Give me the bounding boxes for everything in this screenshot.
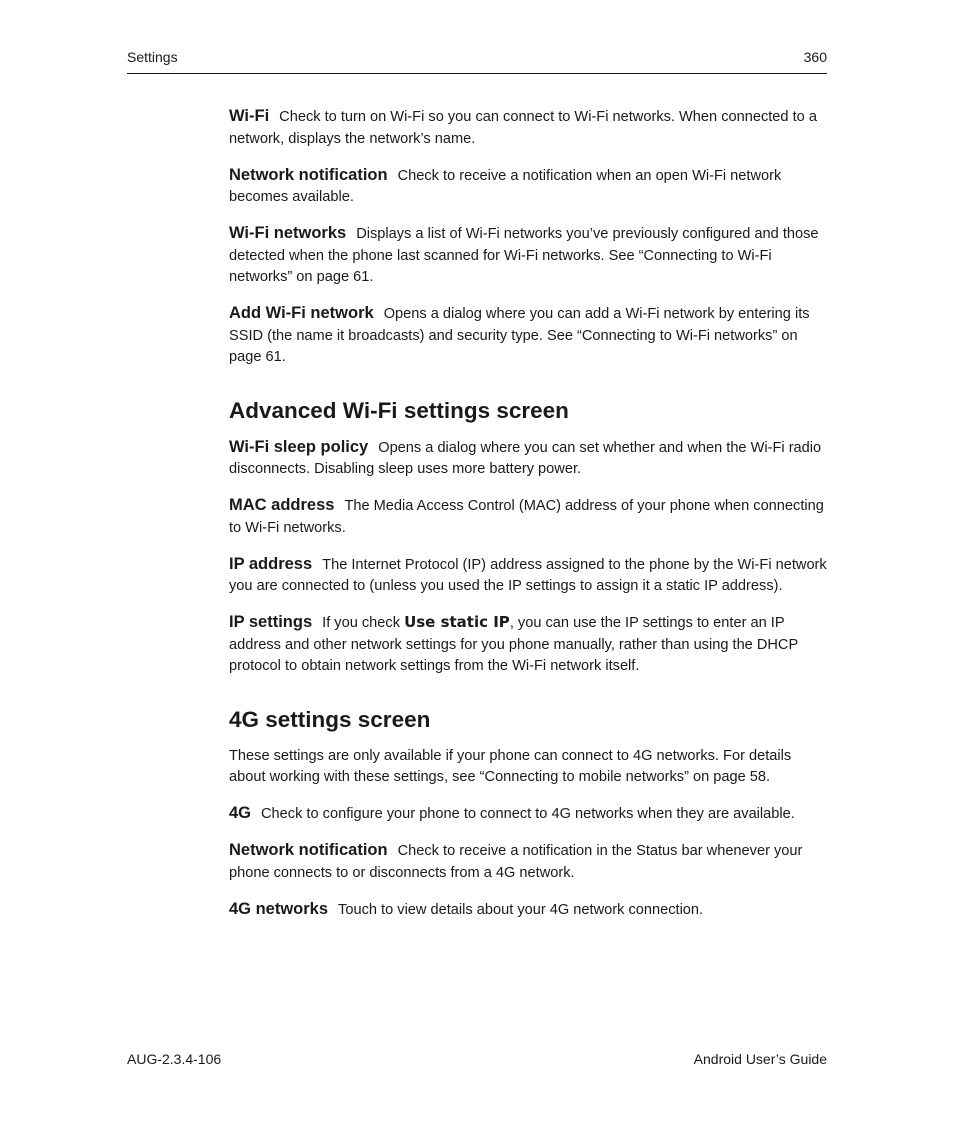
entry-wifi-sleep-policy <box>229 437 827 481</box>
entry-term: Wi-Fi sleep policy <box>229 437 369 456</box>
page-content <box>229 106 827 936</box>
entry-desc: The Media Access Control (MAC) address of your phone when connecting to Wi-Fi networks. <box>229 498 824 536</box>
entry-4g <box>229 803 827 826</box>
entry-term: Network notification <box>229 841 388 859</box>
entry-mac-address <box>229 495 827 539</box>
entry-term: 4G networks <box>229 899 329 918</box>
entry-term: IP settings <box>229 613 313 631</box>
entry-ip-settings <box>229 612 827 678</box>
entry-4g-network-notification <box>229 840 827 884</box>
footer-doc-id: AUG-2.3.4-106 <box>127 1051 222 1067</box>
page-header <box>127 49 827 74</box>
entry-term: MAC address <box>229 496 335 514</box>
entry-desc: Check to receive a notification in the Status bar whenever your phone connects to or disconnects from a 4G network. <box>229 843 803 881</box>
entry-add-wifi-network <box>229 303 827 369</box>
entry-desc: Check to turn on Wi-Fi so you can connect to Wi-Fi networks. When connected to a network, displays the network’s name. <box>229 109 817 147</box>
entry-term: Wi-Fi networks <box>229 224 347 242</box>
header-page-number: 360 <box>803 49 827 65</box>
heading-advanced-wifi: Advanced Wi-Fi settings screen <box>229 397 569 423</box>
entry-desc: The Internet Protocol (IP) address assigned to the phone by the Wi-Fi network you are connected to (unless you used the IP settings to assign it a static IP address). <box>229 556 827 594</box>
footer-title: Android User’s Guide <box>693 1051 827 1067</box>
entry-desc: Opens a dialog where you can add a Wi-Fi network by entering its SSID (the name it broadcasts) and security type. See “Connecting to Wi-Fi networks” on page 61. <box>229 306 810 365</box>
entry-desc-before: If you check <box>322 615 405 631</box>
entry-term: Wi-Fi <box>229 107 270 125</box>
entry-desc: Displays a list of Wi-Fi networks you’ve previously configured and those detected when the phone last scanned for Wi-Fi networks. See “Connecting to Wi-Fi networks” on page 61. <box>229 226 819 285</box>
intro-4g: These settings are only available if your phone can connect to 4G networks. For details about working with these settings, see “Connecting to mobile networks” on page 58. <box>229 747 792 785</box>
entry-term: Network notification <box>229 165 388 184</box>
entry-desc: Touch to view details about your 4G network connection. <box>338 901 704 918</box>
entry-term: Add Wi-Fi network <box>229 304 374 322</box>
entry-term: IP address <box>229 554 313 573</box>
ui-term-use-static-ip: Use static IP <box>404 613 510 631</box>
entry-wifi <box>229 106 827 150</box>
entry-desc-after: , you can use the IP settings to enter an IP address and other network settings for you phone manually, rather than using the DHCP protocol to obtain network settings from the Wi-Fi network itself. <box>229 615 798 674</box>
header-section: Settings <box>127 49 178 65</box>
entry-desc: Check to receive a notification when an open Wi-Fi network becomes available. <box>229 167 782 205</box>
heading-4g-settings: 4G settings screen <box>229 706 431 732</box>
entry-desc: Check to configure your phone to connect to 4G networks when they are available. <box>261 806 795 822</box>
entry-term: 4G <box>229 804 252 822</box>
entry-4g-networks <box>229 899 827 922</box>
entry-desc: Opens a dialog where you can set whether and when the Wi-Fi radio disconnects. Disabling sleep uses more battery power. <box>229 439 822 477</box>
entry-network-notification <box>229 165 827 209</box>
entry-ip-address <box>229 554 827 598</box>
entry-wifi-networks <box>229 223 827 289</box>
